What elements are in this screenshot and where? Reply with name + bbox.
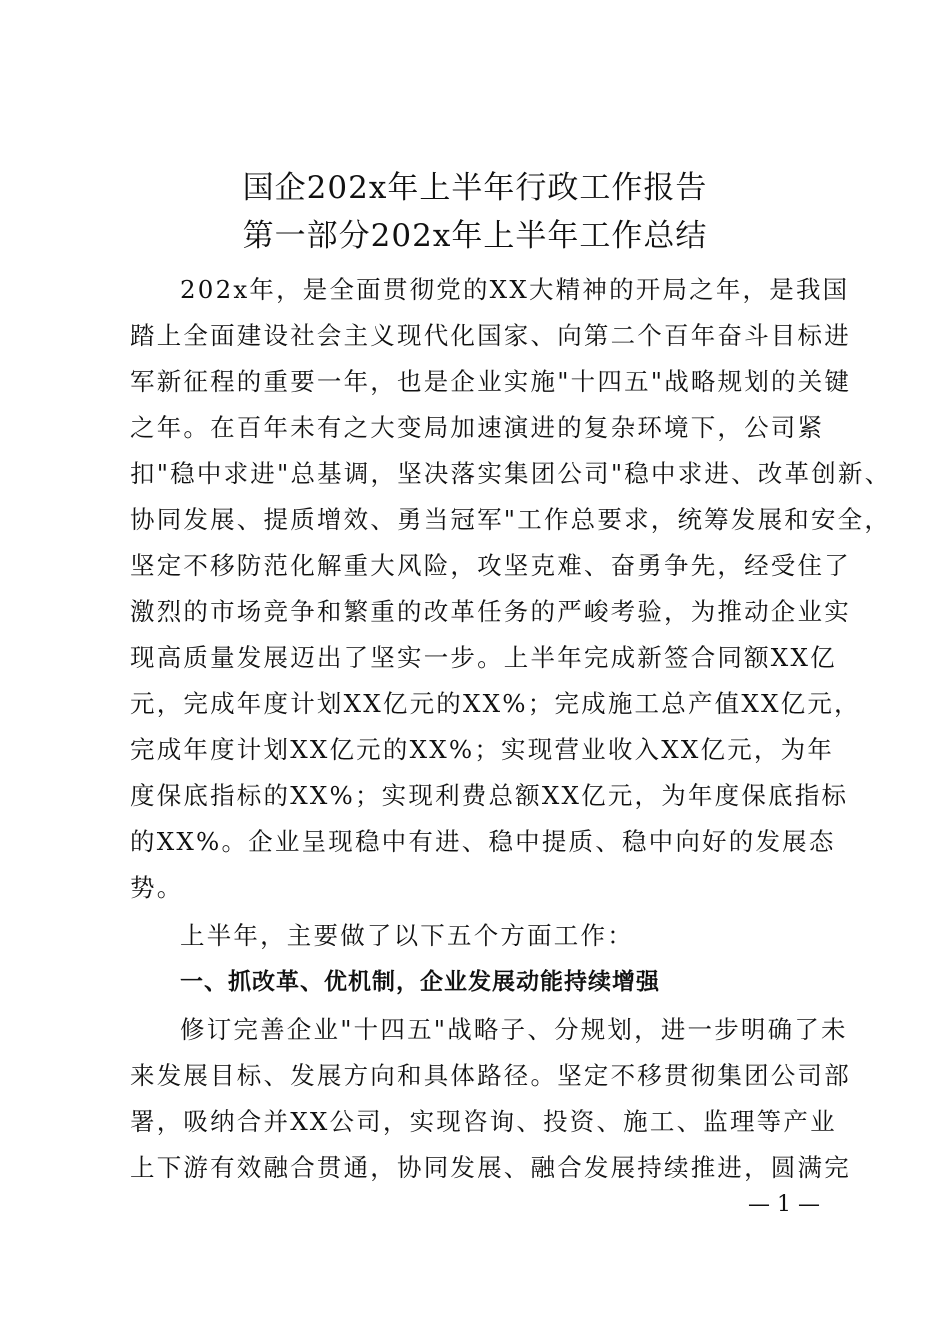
section-line: 来发展目标、发展方向和具体路径。坚定不移贯彻集团公司部 bbox=[130, 1061, 851, 1090]
section-line: 署，吸纳合并XX公司，实现咨询、投资、施工、监理等产业 bbox=[130, 1107, 837, 1136]
paragraph-line: 现高质量发展迈出了坚实一步。上半年完成新签合同额XX亿 bbox=[130, 643, 837, 672]
paragraph-line: 202x年，是全面贯彻党的XX大精神的开局之年，是我国 bbox=[180, 275, 850, 304]
paragraph-line: 踏上全面建设社会主义现代化国家、向第二个百年奋斗目标进 bbox=[130, 321, 851, 350]
paragraph-line: 度保底指标的XX%；实现利费总额XX亿元，为年度保底指标 bbox=[130, 781, 849, 810]
paragraph-line: 扣"稳中求进"总基调，坚决落实集团公司"稳中求进、改革创新、 bbox=[130, 459, 892, 488]
paragraph-line: 完成年度计划XX亿元的XX%；实现营业收入XX亿元，为年 bbox=[130, 735, 835, 764]
section-line: 上下游有效融合贯通，协同发展、融合发展持续推进，圆满完 bbox=[130, 1153, 851, 1182]
paragraph-line: 协同发展、提质增效、勇当冠军"工作总要求，统筹发展和安全， bbox=[130, 505, 892, 534]
paragraph-line: 军新征程的重要一年，也是企业实施"十四五"战略规划的关键 bbox=[130, 367, 852, 396]
document-title: 国企202x年上半年行政工作报告 bbox=[242, 170, 708, 206]
paragraph-line: 之年。在百年未有之大变局加速演进的复杂环境下，公司紧 bbox=[130, 413, 825, 442]
paragraph-line: 势。 bbox=[130, 873, 184, 902]
paragraph-line: 激烈的市场竞争和繁重的改革任务的严峻考验，为推动企业实 bbox=[130, 597, 851, 626]
paragraph-line: 元，完成年度计划XX亿元的XX%；完成施工总产值XX亿元， bbox=[130, 689, 861, 718]
paragraph-line: 的XX%。企业呈现稳中有进、稳中提质、稳中向好的发展态 bbox=[130, 827, 836, 856]
section-line: 修订完善企业"十四五"战略子、分规划，进一步明确了未 bbox=[180, 1015, 848, 1044]
document-subtitle: 第一部分202x年上半年工作总结 bbox=[242, 218, 708, 254]
section-heading: 一、抓改革、优机制，企业发展动能持续增强 bbox=[180, 969, 660, 995]
paragraph-line: 坚定不移防范化解重大风险，攻坚克难、奋勇争先，经受住了 bbox=[130, 551, 851, 580]
intro-line: 上半年，主要做了以下五个方面工作： bbox=[180, 921, 634, 950]
page-number: — 1 — bbox=[748, 1192, 820, 1217]
